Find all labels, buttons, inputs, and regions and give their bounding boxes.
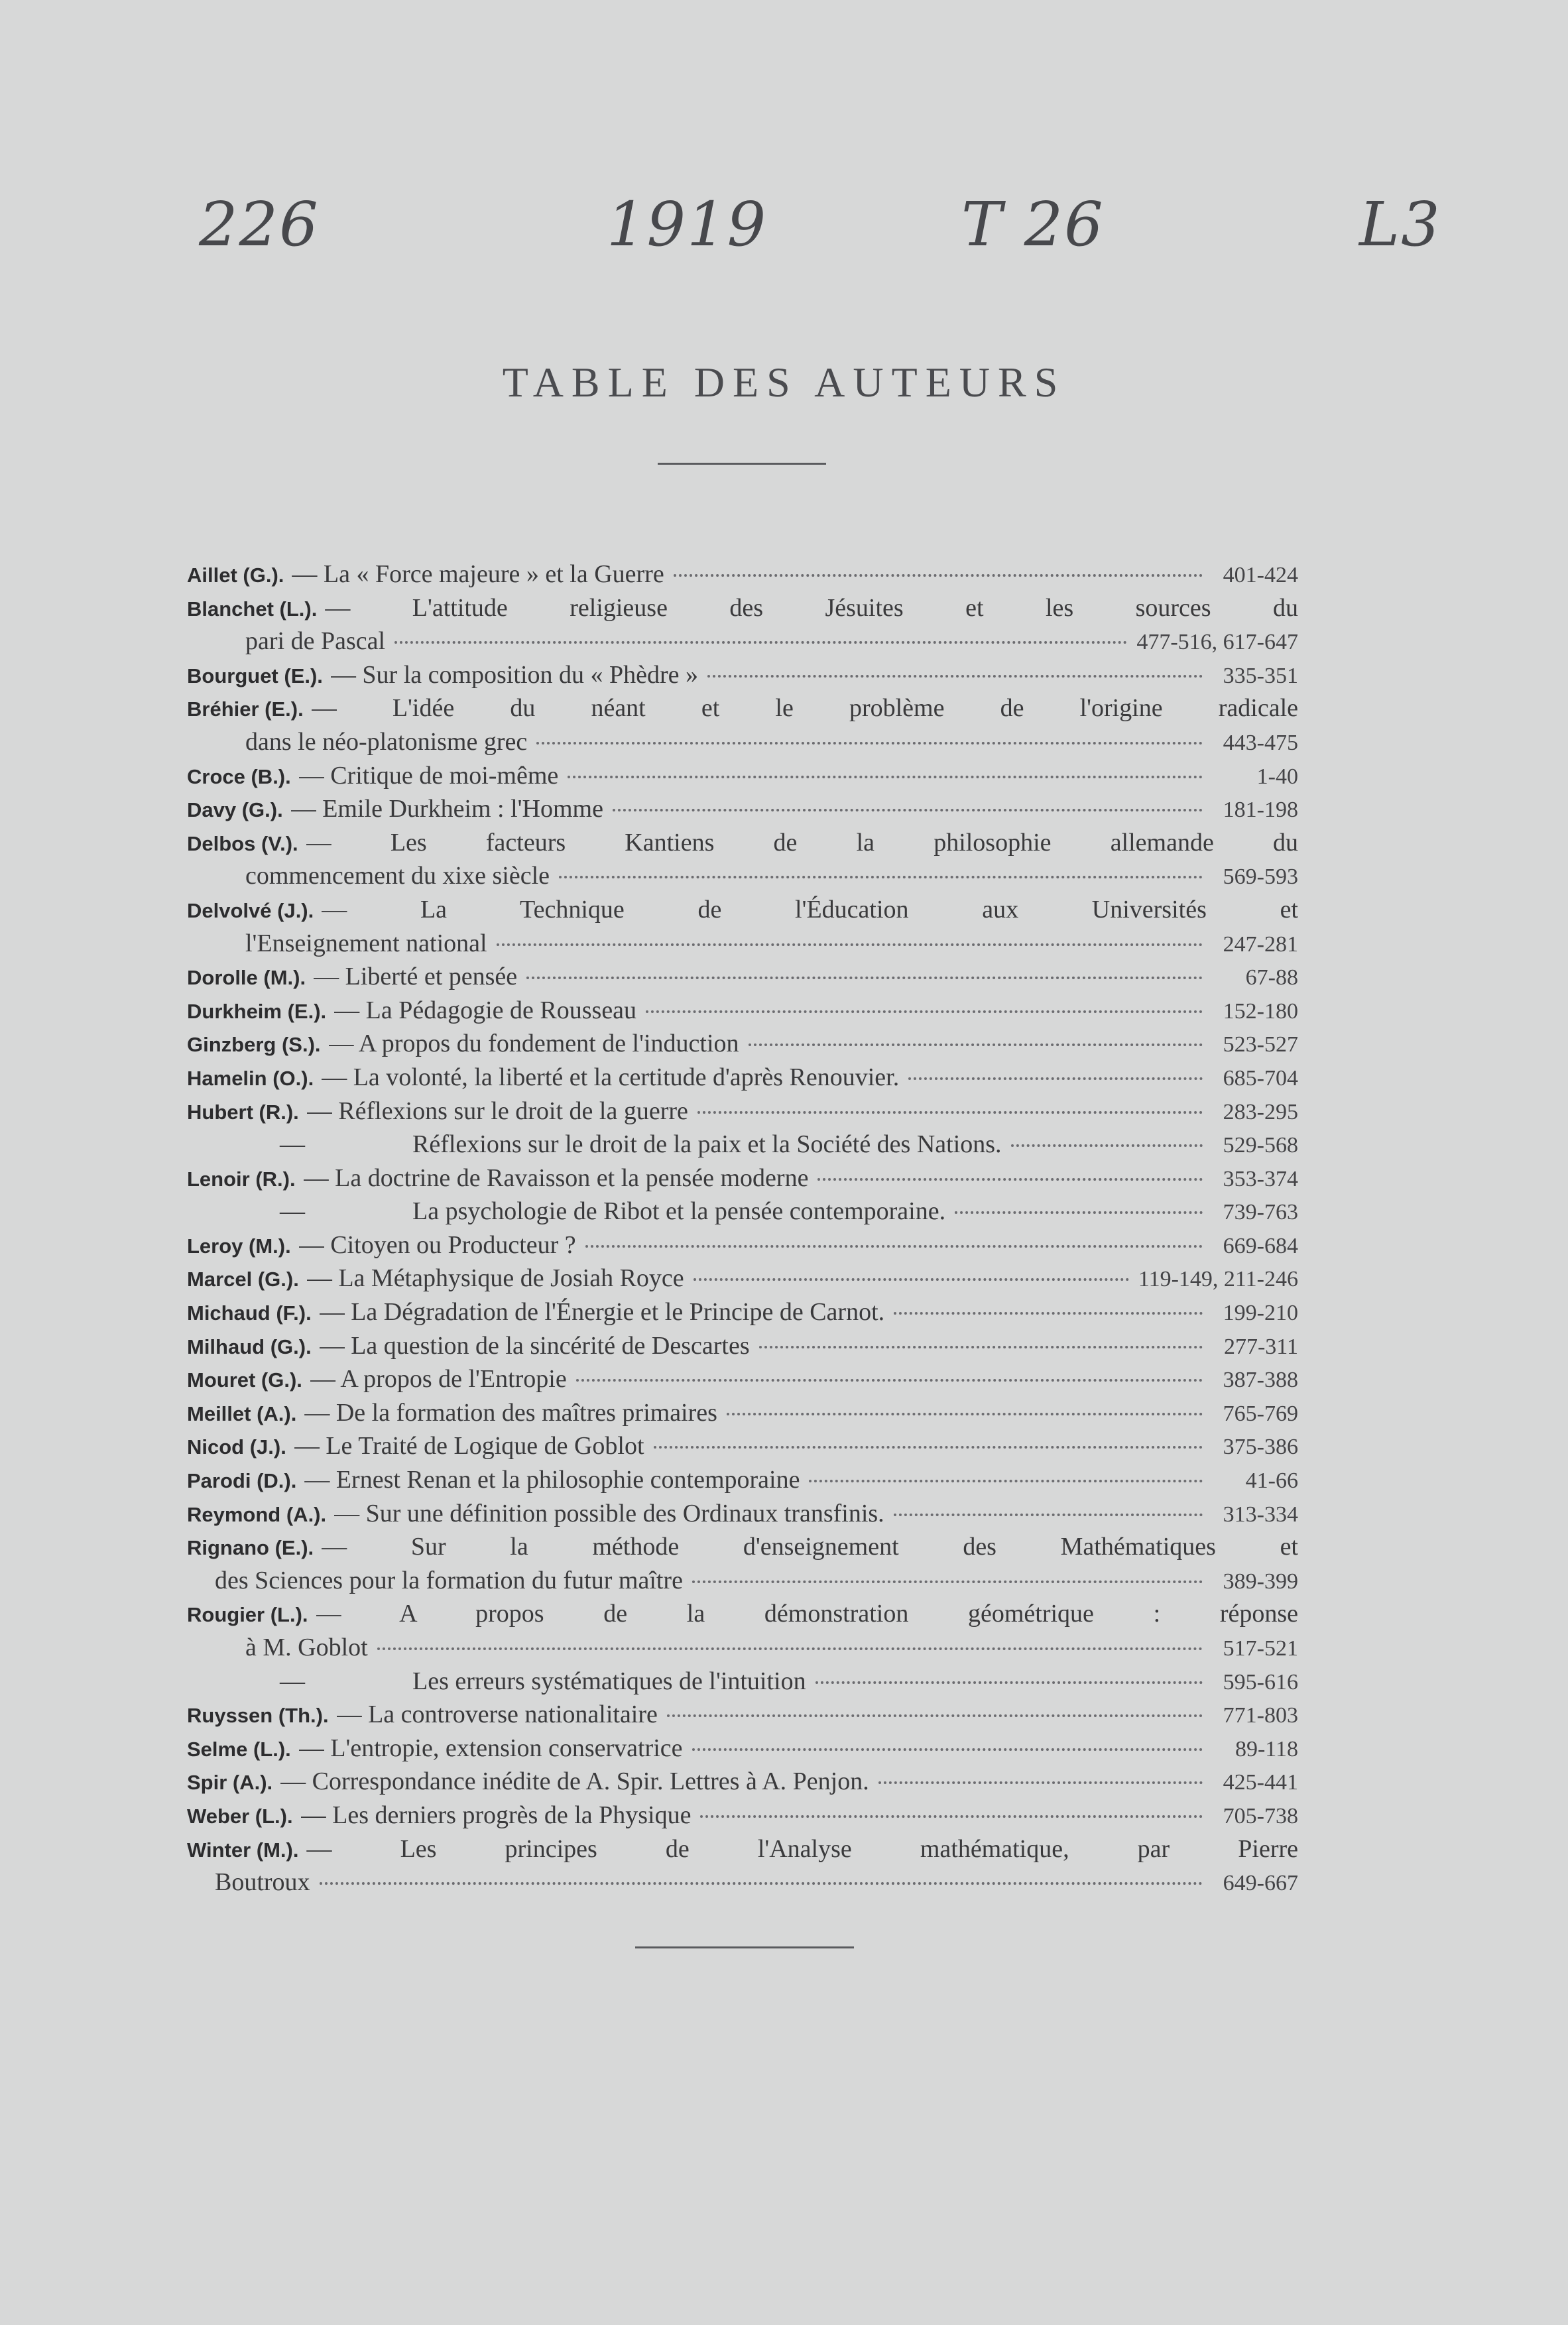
entry-title: — De la formation des maîtres primaires (304, 1398, 717, 1427)
entry-title: — A propos du fondement de l'induction (328, 1030, 739, 1058)
index-entry (187, 1765, 1298, 1799)
entry-pages: 119-149, 211-246 (1138, 1267, 1298, 1292)
entry-author: Milhaud (G.). (187, 1335, 312, 1358)
entry-pages: 569-593 (1223, 864, 1298, 890)
entry-pages: 685-704 (1223, 1065, 1298, 1091)
index-entry (187, 1397, 1298, 1431)
index-entry (187, 1095, 1298, 1129)
entry-pages: 389-399 (1223, 1569, 1298, 1594)
dot-leader (700, 1815, 1203, 1818)
entry-author: Durkheim (E.). (187, 999, 327, 1023)
handwritten-annotation: 226 (199, 189, 320, 260)
dot-leader (646, 1010, 1203, 1013)
entry-pages: 739-763 (1223, 1200, 1298, 1225)
handwritten-annotation: L3 (1359, 189, 1441, 260)
entry-author: Ginzberg (S.). (187, 1033, 321, 1057)
entry-pages: 517-521 (1223, 1636, 1298, 1661)
entry-author: Aillet (G.). (187, 564, 284, 587)
index-entry (187, 994, 1298, 1028)
entry-title: — Citoyen ou Producteur ? (298, 1230, 576, 1259)
entry-title: — Les facteurs Kantiens de la philosophie allemande du (306, 828, 1298, 857)
dot-leader (674, 574, 1203, 577)
entry-pages: 669-684 (1223, 1233, 1298, 1258)
dot-leader (1011, 1144, 1203, 1147)
entry-author: Parodi (D.). (187, 1469, 297, 1493)
index-entry (187, 592, 1298, 626)
entry-title: l'Enseignement national (245, 929, 487, 957)
entry-author: Blanchet (L.). (187, 597, 318, 621)
dot-leader (692, 1748, 1203, 1751)
entry-author: Rignano (E.). (187, 1536, 314, 1560)
entry-title: — La Pédagogie de Rousseau (334, 996, 637, 1024)
entry-title: — Sur la méthode d'enseignement des Mathématiques et (322, 1533, 1298, 1561)
dot-leader (817, 1178, 1203, 1181)
entry-title: — Correspondance inédite de A. Spir. Lettres à A. Penjon. (280, 1767, 869, 1796)
entry-author: Weber (L.). (187, 1804, 293, 1828)
index-entry (187, 726, 1298, 760)
entry-author: Nicod (J.). (187, 1435, 286, 1459)
dot-leader (559, 876, 1203, 878)
dot-leader (613, 809, 1203, 811)
entry-title: — La Technique de l'Éducation aux Universités et (322, 895, 1298, 924)
dot-leader (692, 1580, 1203, 1583)
index-entry (187, 558, 1298, 592)
entry-pages: 1-40 (1256, 764, 1298, 789)
entry-pages: 181-198 (1223, 798, 1298, 823)
entry-title: — A propos de la démonstration géométrique : réponse (316, 1600, 1298, 1628)
dot-leader (320, 1882, 1203, 1885)
index-entry (187, 659, 1298, 693)
entry-title: — Critique de moi-même (298, 761, 559, 790)
index-entry (187, 1330, 1298, 1364)
index-entry (187, 1665, 1298, 1699)
index-entry (187, 1363, 1298, 1397)
index-entry (187, 1128, 1298, 1162)
index-entry (187, 793, 1298, 827)
entry-author: Marcel (G.). (187, 1268, 299, 1291)
entry-pages: 649-667 (1223, 1871, 1298, 1896)
entry-pages: 353-374 (1223, 1166, 1298, 1191)
dot-leader (749, 1043, 1203, 1046)
entry-title: pari de Pascal (245, 627, 386, 656)
entry-author: Selme (L.). (187, 1737, 291, 1761)
dot-leader (654, 1446, 1203, 1449)
entry-title: — La question de la sincérité de Descartes (319, 1331, 750, 1360)
entry-author: Davy (G.). (187, 798, 283, 822)
dot-leader (707, 675, 1203, 678)
entry-author: Hamelin (O.). (187, 1066, 314, 1090)
dot-leader (894, 1514, 1203, 1516)
index-entry (187, 961, 1298, 994)
dot-leader (908, 1077, 1203, 1080)
entry-pages: 67-88 (1245, 965, 1298, 990)
dot-leader (878, 1781, 1203, 1784)
index-entry (187, 1195, 1298, 1229)
index-entry (187, 1833, 1298, 1867)
index-entry (187, 1296, 1298, 1330)
title-divider (658, 463, 826, 465)
index-entry (187, 894, 1298, 927)
entry-author: Delvolvé (J.). (187, 898, 314, 922)
dot-leader (377, 1647, 1203, 1650)
entry-title: — A propos de l'Entropie (310, 1365, 567, 1394)
entry-author: Bréhier (E.). (187, 697, 304, 721)
entry-title: — Les derniers progrès de la Physique (300, 1801, 692, 1829)
index-entry (187, 1699, 1298, 1732)
entry-title: — La Dégradation de l'Énergie et le Principe de Carnot. (319, 1298, 885, 1327)
entry-author: Croce (B.). (187, 764, 291, 788)
entry-title: — Sur une définition possible des Ordinaux transfinis. (334, 1499, 884, 1527)
entry-author: Dorolle (M.). (187, 966, 306, 990)
entry-author: Bourguet (E.). (187, 664, 323, 687)
index-entry (187, 1598, 1298, 1632)
index-entry (187, 1162, 1298, 1196)
entry-pages: 529-568 (1223, 1133, 1298, 1158)
entry-title: — L'attitude religieuse des Jésuites et les sources du (325, 593, 1298, 622)
index-entry (187, 1732, 1298, 1766)
entry-title: — Liberté et pensée (314, 963, 518, 991)
entry-title: Réflexions sur le droit de la paix et la Société des Nations. (412, 1130, 1002, 1159)
entry-pages: 425-441 (1223, 1770, 1298, 1795)
entry-pages: 41-66 (1245, 1468, 1298, 1494)
entry-pages: 247-281 (1223, 931, 1298, 957)
index-entry (187, 927, 1298, 961)
entry-pages: 387-388 (1223, 1368, 1298, 1393)
entry-title: — Sur la composition du « Phèdre » (330, 660, 699, 689)
entry-pages: 199-210 (1223, 1301, 1298, 1326)
entry-title: — Réflexions sur le droit de la guerre (306, 1097, 688, 1125)
entry-title: — L'idée du néant et le problème de l'origine radicale (311, 694, 1298, 723)
index-entry (187, 1028, 1298, 1061)
dot-leader (667, 1714, 1203, 1717)
entry-title: — Ernest Renan et la philosophie contemporaine (304, 1466, 800, 1494)
index-entry (187, 860, 1298, 894)
entry-pages: 375-386 (1223, 1435, 1298, 1460)
index-entry (187, 760, 1298, 794)
dot-leader (497, 943, 1203, 946)
entry-pages: 89-118 (1235, 1736, 1298, 1761)
entry-author: Leroy (M.). (187, 1234, 291, 1258)
index-entry (187, 1531, 1298, 1565)
index-entry (187, 1498, 1298, 1531)
entry-title: — Emile Durkheim : l'Homme (290, 795, 603, 823)
entry-author: Rougier (L.). (187, 1603, 308, 1627)
entry-pages: 401-424 (1223, 563, 1298, 587)
index-entry (187, 1464, 1298, 1498)
entry-author: Spir (A.). (187, 1771, 273, 1795)
dot-leader (394, 641, 1127, 644)
entry-pages: 335-351 (1223, 663, 1298, 688)
dot-leader (815, 1681, 1203, 1684)
entry-pages: 152-180 (1223, 998, 1298, 1024)
entry-pages: 443-475 (1223, 730, 1298, 755)
dot-leader (585, 1245, 1203, 1248)
dot-leader (568, 776, 1203, 778)
entry-pages: 313-334 (1223, 1502, 1298, 1527)
entry-author: Meillet (A.). (187, 1401, 297, 1425)
entry-author: Ruyssen (Th.). (187, 1704, 329, 1728)
index-entry (187, 1799, 1298, 1833)
dot-leader (727, 1413, 1203, 1415)
entry-title: — Le Traité de Logique de Goblot (294, 1432, 644, 1461)
index-entry (187, 625, 1298, 659)
entry-pages: 277-311 (1223, 1334, 1298, 1359)
page-title: TABLE DES AUTEURS (502, 359, 1066, 406)
index-entry (187, 1430, 1298, 1464)
author-index (187, 558, 1298, 1900)
dot-leader (809, 1480, 1203, 1482)
entry-title: Boutroux (215, 1868, 310, 1897)
dot-leader (526, 977, 1203, 979)
index-entry (187, 827, 1298, 861)
entry-title: Les erreurs systématiques de l'intuition (412, 1667, 806, 1695)
index-entry (187, 1866, 1298, 1900)
handwritten-annotation: T 26 (961, 189, 1105, 260)
dot-leader (536, 742, 1203, 745)
end-divider (635, 1946, 854, 1948)
entry-title: à M. Goblot (245, 1634, 368, 1661)
entry-author: Mouret (G.). (187, 1368, 302, 1392)
dot-leader (894, 1312, 1203, 1315)
entry-author: Lenoir (R.). (187, 1167, 296, 1191)
dot-leader (697, 1111, 1203, 1114)
entry-author: Hubert (R.). (187, 1100, 299, 1124)
entry-title: — La doctrine de Ravaisson et la pensée moderne (303, 1163, 809, 1192)
index-entry (187, 1229, 1298, 1263)
entry-title: — La « Force majeure » et la Guerre (292, 560, 664, 588)
index-entry (187, 692, 1298, 726)
entry-title: dans le néo-platonisme grec (245, 727, 528, 756)
entry-ditto-dash: — (280, 1197, 305, 1226)
dot-leader (576, 1379, 1203, 1382)
entry-ditto-dash: — (280, 1130, 305, 1159)
entry-author: Winter (M.). (187, 1838, 299, 1862)
entry-title: commencement du xixe siècle (245, 862, 550, 890)
entry-title: des Sciences pour la formation du futur maître (215, 1566, 683, 1594)
handwritten-annotation: 1919 (607, 189, 768, 260)
entry-pages: 765-769 (1223, 1401, 1298, 1426)
dot-leader (759, 1346, 1203, 1348)
index-entry (187, 1061, 1298, 1095)
entry-title: — L'entropie, extension conservatrice (298, 1734, 683, 1762)
entry-pages: 523-527 (1223, 1032, 1298, 1057)
entry-ditto-dash: — (280, 1667, 305, 1695)
dot-leader (955, 1211, 1203, 1214)
dot-leader (694, 1278, 1129, 1281)
entry-title: — La volonté, la liberté et la certitude d'après Renouvier. (322, 1063, 900, 1091)
entry-title: — Les principes de l'Analyse mathématique, par Pierre (306, 1834, 1298, 1863)
entry-pages: 595-616 (1223, 1669, 1298, 1695)
entry-title: La psychologie de Ribot et la pensée contemporaine. (412, 1197, 946, 1226)
entry-title: — La Métaphysique de Josiah Royce (306, 1264, 684, 1293)
entry-author: Reymond (A.). (187, 1502, 327, 1526)
entry-pages: 477-516, 617-647 (1136, 630, 1298, 655)
index-entry (187, 1262, 1298, 1296)
entry-title: — La controverse nationalitaire (336, 1700, 658, 1729)
entry-author: Delbos (V.). (187, 831, 298, 855)
entry-author: Michaud (F.). (187, 1301, 312, 1325)
entry-pages: 771-803 (1223, 1703, 1298, 1728)
index-entry (187, 1565, 1298, 1598)
entry-pages: 705-738 (1223, 1803, 1298, 1828)
entry-pages: 283-295 (1223, 1099, 1298, 1124)
index-entry (187, 1632, 1298, 1665)
